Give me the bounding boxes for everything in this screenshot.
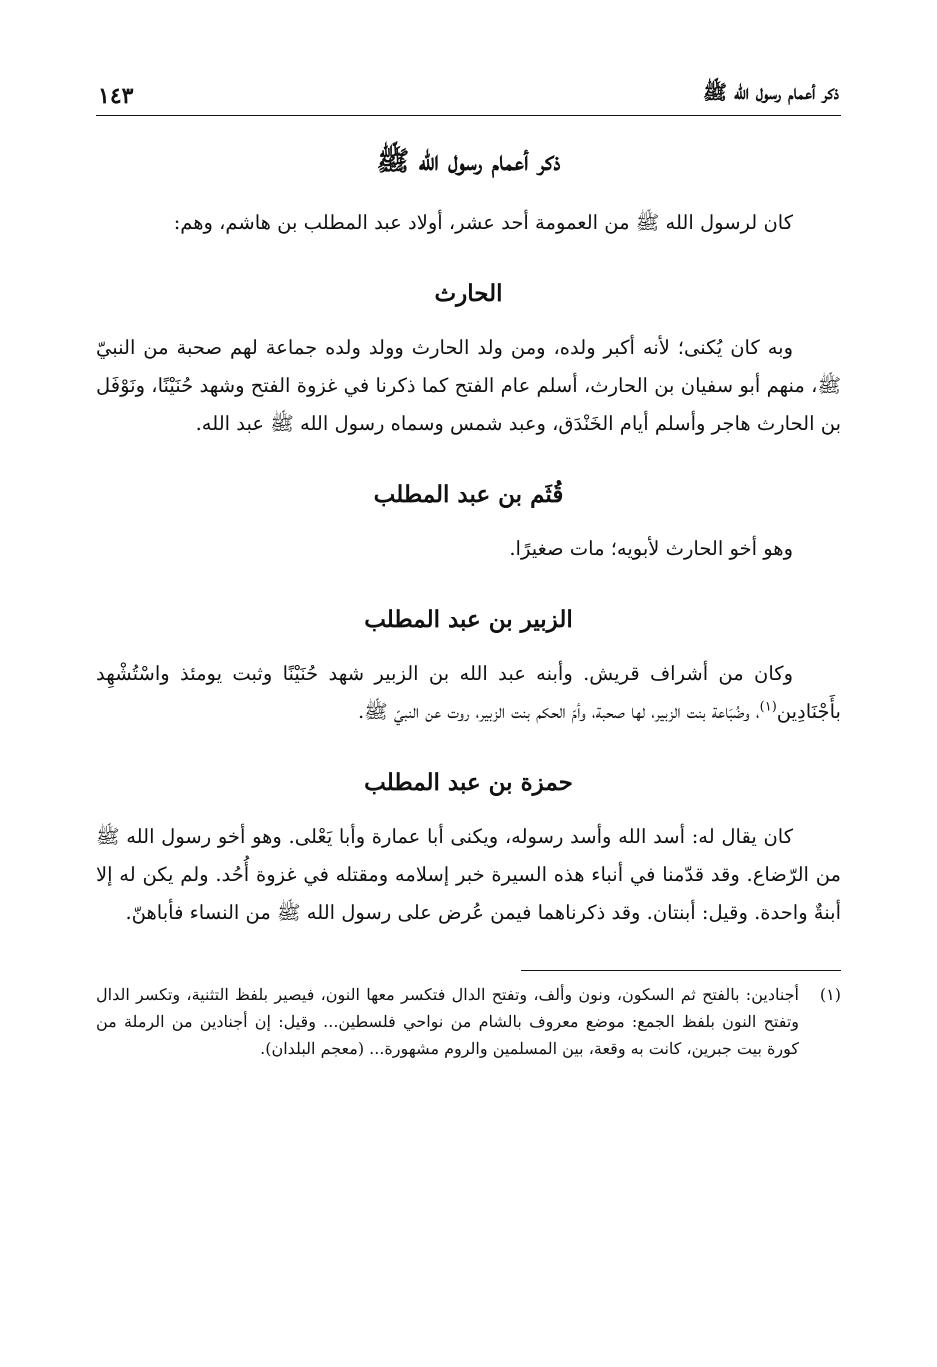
running-title: ذكر أعمام رسول الله ﷺ [702,80,839,104]
footnote-text: أجنادين: بالفتح ثم السكون، ونون وألف، وتفتح الدال فتكسر معها النون، فيصير بلفظ التثنية، وتكسر الدال وتفتح النون بلفظ الجمع: موضع معروف بالشام من نواحي فلسطين... وقيل: إن أجنادين من الرملة من كورة بيت جبرين، كانت به وقعة، بين المسلمين والروم مشهورة... (معجم البلدان). [96,985,799,1058]
section-heading-harith: الحارث [434,280,503,307]
section-body-harith: وبه كان يُكنى؛ لأنه أكبر ولده، ومن ولد الحارث وولد ولده جماعة لهم صحبة من النبيّ ﷺ، منهم أبو سفيان بن الحارث، أسلم عام الفتح كما ذكرنا في غزوة الفتح وشهد حُنَيْنًا، ونَوْفَل بن الحارث هاجر وأسلم أيام الخَنْدَق، وعبد شمس وسماه رسول الله ﷺ عبد الله. [96,336,841,435]
running-header [96,80,841,116]
intro-paragraph: كان لرسول الله ﷺ من العمومة أحد عشر، أولاد عبد المطلب بن هاشم، وهم: [173,211,793,234]
footnote-divider [521,970,841,971]
section-heading-hamza: حمزة بن عبد المطلب [364,769,573,796]
section-heading-zubair: الزبير بن عبد المطلب [364,606,573,633]
footnote [96,981,841,1062]
section-heading-qutham: قُثَم بن عبد المطلب [373,481,564,508]
chapter-title: ذكر أعمام رسول الله ﷺ [376,146,561,177]
book-page [96,80,841,1062]
zubair-text-part-1: وكان من أشراف قريش. وأبنه عبد الله بن الزبير شهد حُنَيْنًا وثبت يومئذ واسْتُشْهِد بأَجْنَادِين [96,662,841,723]
zubair-text-part-2: ، وضُبَاعة بنت الزبير، لها صحبة، وأمّ الحكم بنت الزبير، روت عن النبيّ ﷺ. [357,700,760,723]
page-number: ١٤٣ [98,83,134,109]
footnote-reference[interactable]: (١) [759,699,777,715]
section-body-hamza: كان يقال له: أسد الله وأسد رسوله، ويكنى أبا عمارة وأبا يَعْلى. وهو أخو رسول الله ﷺ من الرّضاع. وقد قدّمنا في أنباء هذه السيرة خبر إسلامه ومقتله في غزوة أُحُد. ولم يكن له إلا أبنةٌ واحدة. وقيل: أبنتان. وقد ذكرناهما فيمن عُرض على رسول الله ﷺ من النساء فأباهنّ. [96,825,841,924]
section-body-qutham: وهو أخو الحارث لأبويه؛ مات صغيرًا. [509,537,793,560]
section-body-zubair [96,655,841,731]
footnote-marker: (١) [819,985,841,1004]
